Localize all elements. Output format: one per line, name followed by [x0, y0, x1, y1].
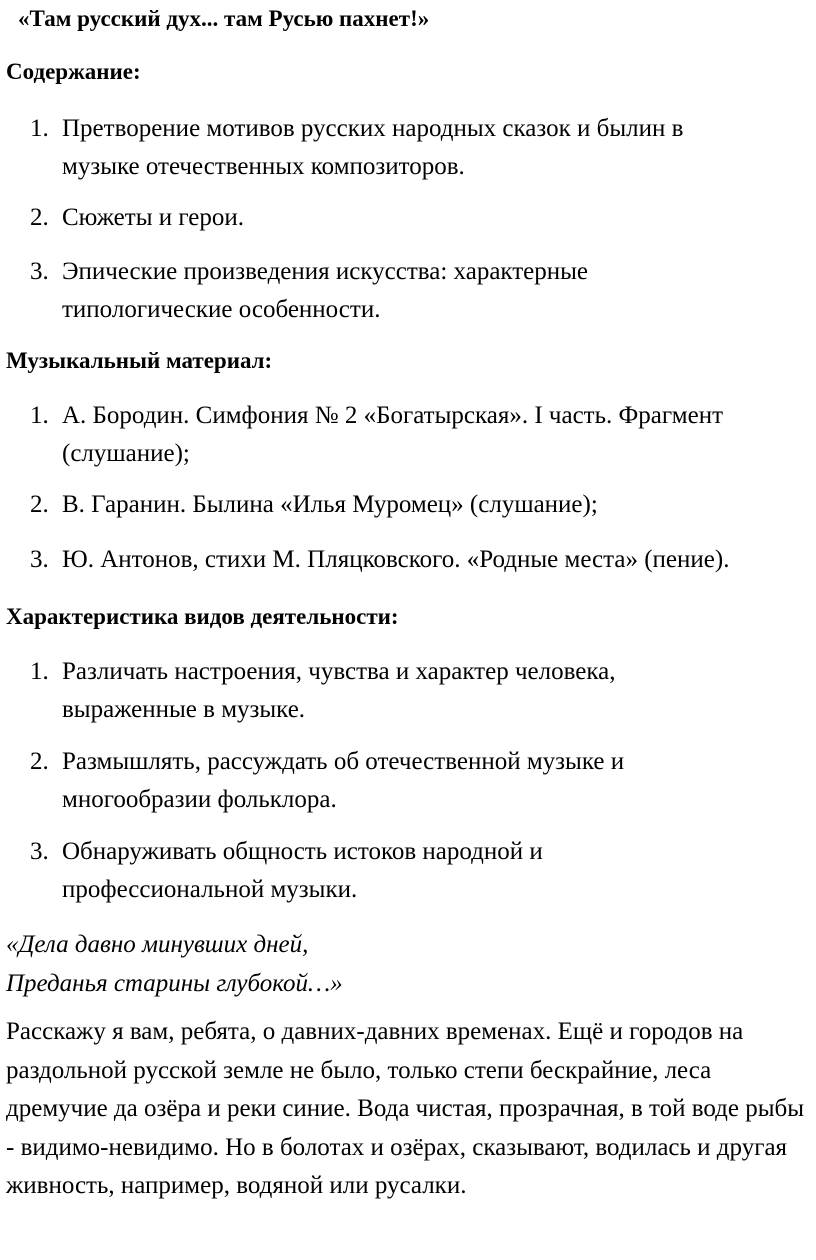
list-item-text: В. Гаранин. Былина «Илья Муромец» (слушание);	[62, 491, 598, 518]
list-item-number: 1.	[30, 658, 49, 685]
list-item-number: 1.	[30, 115, 49, 142]
list-item-text: Обнаруживать общность истоков народной и профессиональной музыки.	[62, 838, 543, 903]
list-item-number: 2.	[30, 491, 49, 518]
quote-line: «Дела давно минувших дней,	[6, 931, 309, 958]
section-heading-contents: Содержание:	[6, 59, 141, 84]
section-heading-music-material: Музыкальный материал:	[6, 348, 273, 373]
list-item-text: Размышлять, рассуждать об отечественной музыке и многообразии фольклора.	[62, 748, 625, 813]
list-item-text: Сюжеты и герои.	[62, 204, 245, 231]
list-item-text: Претворение мотивов русских народных сказок и былин в музыке отечественных композиторов.	[62, 115, 684, 180]
list-item-number: 3.	[30, 838, 49, 865]
list-item-text: А. Бородин. Симфония № 2 «Богатырская». I часть. Фрагмент (слушание);	[62, 402, 723, 467]
list-item-number: 3.	[30, 258, 49, 285]
list-item-number: 2.	[30, 748, 49, 775]
list-item-text: Эпические произведения искусства: характерные типологические особенности.	[62, 258, 589, 323]
epigraph-quote	[6, 925, 343, 1003]
section-heading-activities: Характеристика видов деятельности:	[6, 604, 399, 629]
list-item-text: Ю. Антонов, стихи М. Пляцковского. «Родные места» (пение).	[62, 546, 730, 573]
list-item-number: 1.	[30, 402, 49, 429]
story-paragraph: Расскажу я вам, ребята, о давних-давних временах. Ещё и городов на раздольной русской земле не было, только степи бескрайние, леса дремучие да озёра и реки синие. Вода чистая, прозрачная, в той воде рыбы - видимо-невидимо. Но в болотах и озёрах, сказывают, водилась и другая живность, например, водяной или русалки.	[6, 1018, 805, 1199]
list-item-number: 2.	[30, 204, 49, 231]
list-item-text: Различать настроения, чувства и характер человека, выраженные в музыке.	[62, 658, 616, 723]
quote-line: Преданья старины глубокой…»	[6, 970, 343, 997]
document-title: «Там русский дух... там Русью пахнет!»	[18, 6, 430, 31]
list-item-number: 3.	[30, 546, 49, 573]
